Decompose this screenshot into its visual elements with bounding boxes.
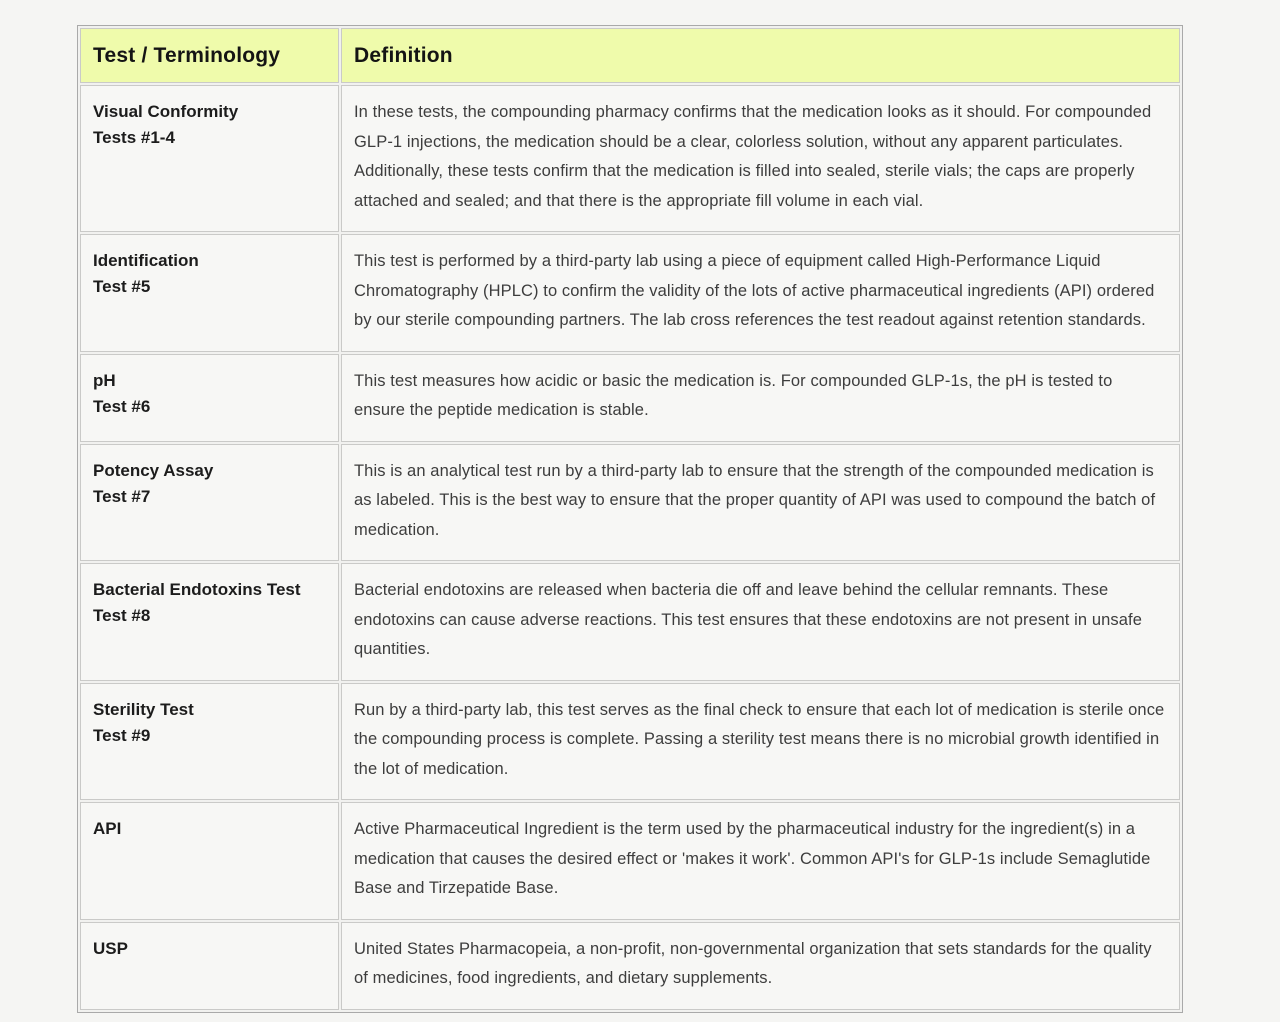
test-number-label: Test #6 <box>93 396 151 416</box>
term-label: Sterility Test <box>93 699 194 719</box>
test-number-label: Test #7 <box>93 486 151 506</box>
term-cell <box>80 802 339 920</box>
term-cell <box>80 85 339 232</box>
term-label: API <box>93 819 122 838</box>
definition-cell: Bacterial endotoxins are released when bacteria die off and leave behind the cellular remnants. These endotoxins can cause adverse reactions. This test ensures that these endotoxins are not present in unsafe quantities. <box>341 563 1180 681</box>
term-label: Visual Conformity <box>93 102 239 121</box>
term-cell <box>80 354 339 442</box>
definition-cell: Active Pharmaceutical Ingredient is the term used by the pharmaceutical industry for the ingredient(s) in a medication that causes the desired effect or 'makes it work'. Common API's for GLP-1s include Semaglutide Base and Tirzepatide Base. <box>341 802 1180 920</box>
definition-cell: This is an analytical test run by a third-party lab to ensure that the strength of the compounded medication is as labeled. This is the best way to ensure that the proper quantity of API was used to compound the batch of medication. <box>341 444 1180 562</box>
table-row <box>80 802 1180 920</box>
term-label: Potency Assay <box>93 460 214 480</box>
definition-cell: This test measures how acidic or basic the medication is. For compounded GLP-1s, the pH is tested to ensure the peptide medication is stable. <box>341 354 1180 442</box>
table-row <box>80 683 1180 801</box>
definition-cell: Run by a third-party lab, this test serves as the final check to ensure that each lot of medication is sterile once the compounding process is complete. Passing a sterility test means there is no microbial growth identified in the lot of medication. <box>341 683 1180 801</box>
table-row <box>80 922 1180 1010</box>
table-row <box>80 354 1180 442</box>
term-label: Identification <box>93 251 199 270</box>
table-row <box>80 563 1180 681</box>
definition-cell: United States Pharmacopeia, a non-profit, non-governmental organization that sets standards for the quality of medicines, food ingredients, and dietary supplements. <box>341 922 1180 1010</box>
term-cell <box>80 922 339 1010</box>
term-label: Bacterial Endotoxins Test <box>93 580 301 599</box>
column-header-definition: Definition <box>341 28 1180 83</box>
definitions-table <box>78 26 1182 1012</box>
table-row <box>80 444 1180 562</box>
table-row <box>80 85 1180 232</box>
definition-cell: This test is performed by a third-party lab using a piece of equipment called High-Performance Liquid Chromatography (HPLC) to confirm the validity of the lots of active pharmaceutical ingredients (API) ordered by our sterile compounding partners. The lab cross references the test readout against retention standards. <box>341 234 1180 352</box>
column-header-term: Test / Terminology <box>80 28 339 83</box>
term-cell <box>80 444 339 562</box>
term-cell <box>80 563 339 681</box>
term-label: pH <box>93 370 116 390</box>
table-row <box>80 234 1180 352</box>
test-number-label: Test #8 <box>93 606 151 625</box>
definition-cell: In these tests, the compounding pharmacy confirms that the medication looks as it should. For compounded GLP-1 injections, the medication should be a clear, colorless solution, without any apparent particulates. Additionally, these tests confirm that the medication is filled into sealed, sterile vials; the caps are properly attached and sealed; and that there is the appropriate fill volume in each vial. <box>341 85 1180 232</box>
term-cell <box>80 234 339 352</box>
test-number-label: Tests #1-4 <box>93 128 175 147</box>
term-cell <box>80 683 339 801</box>
definitions-table-container <box>77 25 1183 1013</box>
test-number-label: Test #9 <box>93 725 151 745</box>
test-number-label: Test #5 <box>93 277 151 296</box>
term-label: USP <box>93 938 128 958</box>
header-row <box>80 28 1180 83</box>
